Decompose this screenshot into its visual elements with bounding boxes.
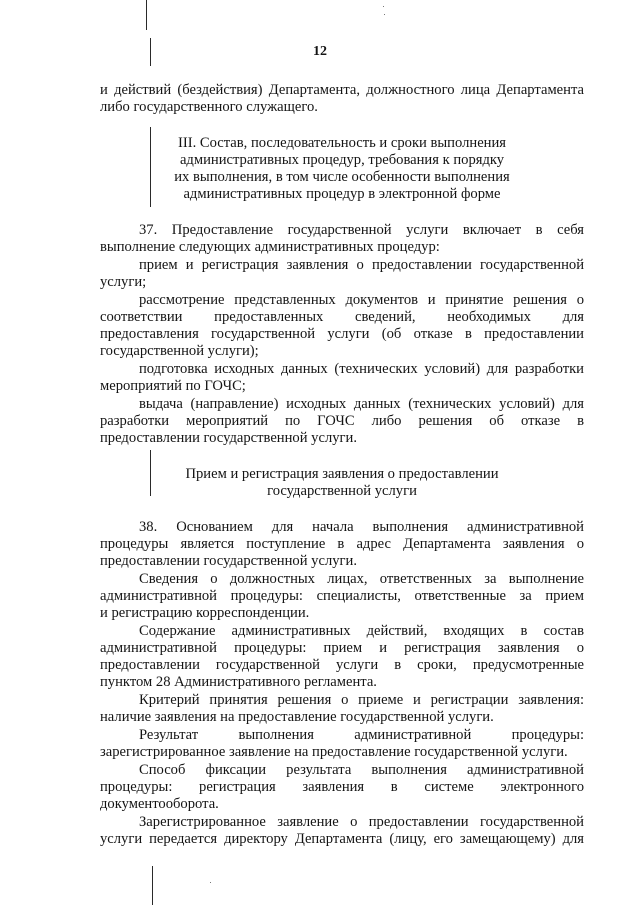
list-item-line: предоставлении государственной услуги. — [100, 430, 357, 446]
paragraph-38-line: предоставлении государственной услуги. — [100, 553, 357, 569]
list-item-line: государственной услуги); — [100, 343, 259, 359]
paragraph-37-line: 37. Предоставление государственной услуги включает в себя — [139, 222, 584, 238]
scan-dot — [383, 6, 384, 7]
content-line: предоставлении государственной услуги в сроки, предусмотренные — [100, 657, 584, 673]
content-line: пунктом 28 Административного регламента. — [100, 674, 377, 690]
officials-line: и регистрацию корреспонденции. — [100, 605, 310, 621]
scan-mark-top — [146, 0, 147, 30]
list-item-line: предоставления государственной услуги (об отказе в предоставлении — [100, 326, 584, 342]
list-item-line: выдача (направление) исходных данных (технических условий) для — [139, 396, 584, 412]
list-item-line: мероприятий по ГОЧС; — [100, 378, 246, 394]
paragraph-38-line: 38. Основанием для начала выполнения административной — [139, 519, 584, 535]
content-line: Содержание административных действий, входящих в состав — [139, 623, 584, 639]
method-line: процедуры: регистрация заявления в системе электронного — [100, 779, 584, 795]
paragraph-37-line: выполнение следующих административных процедур: — [100, 239, 440, 255]
officials-line: Сведения о должностных лицах, ответственных за выполнение — [139, 571, 584, 587]
scan-dot — [384, 14, 385, 15]
list-item-line: подготовка исходных данных (технических условий) для разработки — [139, 361, 584, 377]
list-item-line: соответствии предоставленных сведений, необходимых для — [100, 309, 584, 325]
result-line: Результат выполнения административной процедуры: — [139, 727, 584, 743]
registered-line: услуги передается директору Департамента (лицу, его замещающему) для — [100, 831, 584, 847]
paragraph-38-line: процедуры является поступление в адрес Департамента заявления о — [100, 536, 584, 552]
page-number: 12 — [313, 44, 327, 59]
list-item-line: услуги; — [100, 274, 147, 290]
criterion-line: Критерий принятия решения о приеме и регистрации заявления: — [139, 692, 584, 708]
section-heading-line: административных процедур в электронной форме — [183, 186, 501, 202]
scan-dot — [210, 882, 211, 883]
scan-mark-bottom — [152, 866, 153, 905]
list-item-line: разработки мероприятий по ГОЧС либо решения об отказе в — [100, 413, 584, 429]
method-line: Способ фиксации результата выполнения административной — [139, 762, 584, 778]
intro-line: и действий (бездействия) Департамента, должностного лица Департамента — [100, 82, 584, 98]
section-heading-line: их выполнения, в том числе особенности выполнения — [174, 169, 510, 185]
list-item-line: прием и регистрация заявления о предоставлении государственной — [139, 257, 584, 273]
section-heading-line: III. Состав, последовательность и сроки выполнения — [177, 135, 507, 151]
sub-heading-line: государственной услуги — [267, 483, 417, 499]
method-line: документооборота. — [100, 796, 219, 812]
criterion-line: наличие заявления на предоставление государственной услуги. — [100, 709, 494, 725]
list-item-line: рассмотрение представленных документов и принятие решения о — [139, 292, 584, 308]
officials-line: административной процедуры: специалисты, ответственные за прием — [100, 588, 584, 604]
registered-line: Зарегистрированное заявление о предоставлении государственной — [139, 814, 584, 830]
intro-line: либо государственного служащего. — [100, 99, 318, 115]
result-line: зарегистрированное заявление на предоставление государственной услуги. — [100, 744, 568, 760]
section-heading-line: административных процедур, требования к порядку — [179, 152, 505, 168]
content-line: административной процедуры: прием и регистрация заявления о — [100, 640, 584, 656]
sub-heading-line: Прием и регистрация заявления о предоставлении — [185, 466, 499, 482]
